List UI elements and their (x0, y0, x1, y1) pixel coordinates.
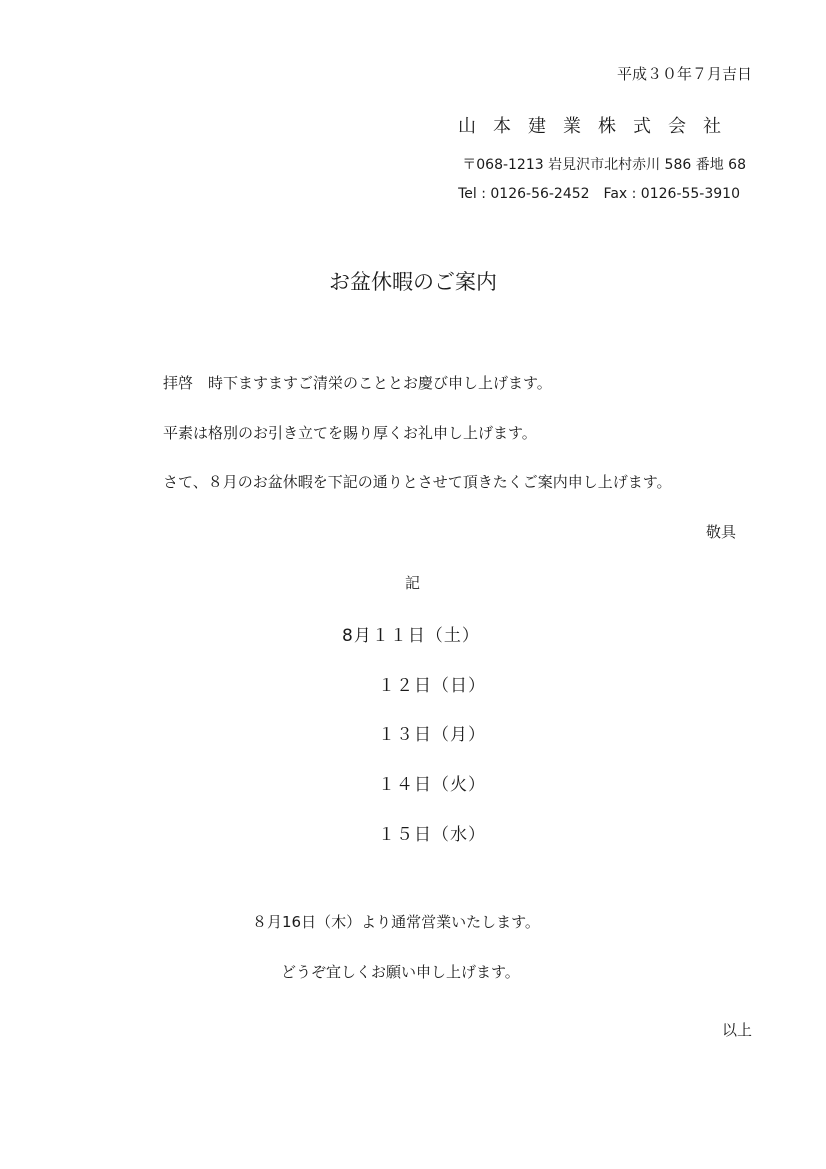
resume-business-note: ８月16日（木）より通常営業いたします。 (252, 913, 540, 931)
document-title: お盆休暇のご案内 (329, 270, 497, 294)
holiday-date: １５日（水） (378, 825, 486, 845)
holiday-date: 8月１１日（土） (342, 626, 480, 646)
notes-heading: 記 (405, 574, 421, 592)
notice-paragraph: さて、８月のお盆休暇を下記の通りとさせて頂きたくご案内申し上げます。 (163, 473, 672, 491)
end-mark: 以上 (721, 1021, 752, 1039)
holiday-date: １３日（月） (378, 725, 486, 745)
greeting-paragraph: 拝啓 時下ますますご清栄のこととお慶び申し上げます。 (163, 374, 552, 392)
thanks-paragraph: 平素は格別のお引き立てを賜り厚くお礼申し上げます。 (163, 424, 537, 442)
holiday-date: １４日（火） (378, 775, 486, 795)
document-date: 平成３０年７月吉日 (616, 65, 752, 83)
closing-word: 敬具 (705, 523, 736, 541)
company-contact: Tel : 0126-56-2452 Fax : 0126-55-3910 (458, 186, 740, 202)
company-name: 山本建業株式会社 (458, 116, 738, 137)
holiday-date: １２日（日） (378, 676, 486, 696)
regards-line: どうぞ宜しくお願い申し上げます。 (281, 963, 520, 981)
company-address: 〒068-1213 岩見沢市北村赤川 586 番地 68 (462, 157, 746, 173)
